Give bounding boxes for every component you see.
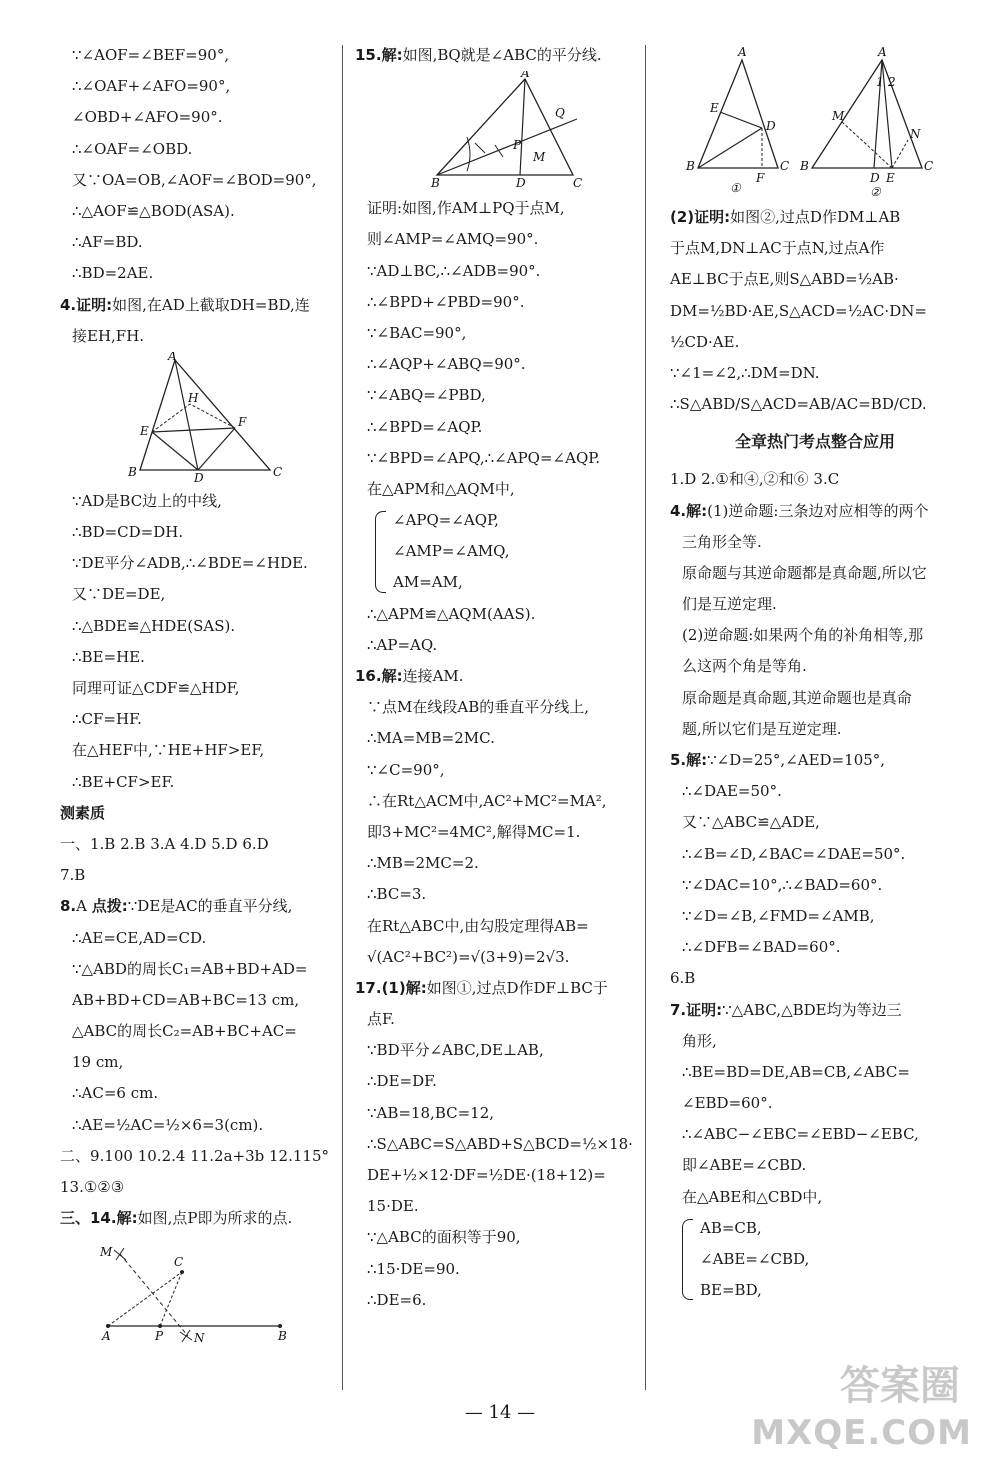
question-7: 7.证明:∵△ABC,△BDE均为等边三 (670, 1000, 902, 1019)
answer-line: 一、1.B 2.B 3.A 4.D 5.D 6.D (60, 834, 269, 853)
text-line: ∴∠DAE=50°. (682, 782, 782, 801)
question-5: 5.解:∵∠D=25°,∠AED=105°, (670, 751, 886, 769)
text-line: 证明:如图,作AM⊥PQ于点M, (367, 199, 565, 218)
text-line: ∵∠ABQ=∠PBD, (367, 386, 486, 405)
svg-text:F: F (756, 171, 765, 185)
text-line: DM=½BD·AE,S△ACD=½AC·DN= (670, 301, 927, 320)
svg-text:D: D (870, 171, 880, 185)
text-line: ∵∠AOF=∠BEF=90°, (72, 46, 230, 64)
text-line: BE=BD, (700, 1281, 762, 1300)
text-line: ∴△APM≌△AQM(AAS). (367, 604, 536, 623)
svg-text:A: A (521, 71, 530, 81)
text-line: ∴BE=BD=DE,AB=CB,∠ABC= (682, 1062, 910, 1081)
text-line: ∠OBD+∠AFO=90°. (72, 108, 223, 127)
text-line: ∴∠OAF+∠AFO=90°, (72, 77, 231, 96)
text-line: ∴BE=HE. (72, 647, 145, 666)
text-line: ∵AD⊥BC,∴∠ADB=90°. (367, 261, 541, 280)
text-line: 同理可证△CDF≌△HDF, (72, 679, 240, 697)
question-4: 4.证明:如图,在AD上截取DH=BD,连 (60, 295, 310, 314)
text-line: 在Rt△ABC中,由勾股定理得AB= (367, 916, 589, 935)
text-line: 角形, (682, 1031, 717, 1050)
text-line: 题,所以它们是互逆定理. (682, 719, 842, 738)
svg-text:A: A (738, 45, 747, 59)
text-line: ∴∠BPD=∠AQP. (367, 417, 483, 436)
text-line: ∴∠ABC−∠EBC=∠EBD−∠EBC, (682, 1125, 919, 1144)
column-3 (670, 40, 960, 1306)
svg-text:1: 1 (876, 75, 884, 89)
text-line: AE⊥BC于点E,则S△ABD=½AB· (670, 270, 899, 289)
question-4b: 4.解:(1)逆命题:三条边对应相等的两个 (670, 501, 929, 520)
svg-text:N: N (194, 1331, 205, 1345)
text-line: ∴CF=HF. (72, 710, 142, 729)
svg-text:P: P (155, 1329, 164, 1344)
watermark-logo: 答案圈 (840, 1363, 960, 1409)
answer-line: 二、9.100 10.2.4 11.2a+3b 12.115° (60, 1146, 329, 1165)
svg-text:P: P (513, 138, 522, 153)
svg-text:①: ① (730, 181, 741, 195)
equation-system (367, 505, 630, 599)
text-line: 15·DE. (367, 1197, 419, 1216)
text-line: ∴AF=BD. (72, 233, 143, 252)
svg-text:C: C (924, 159, 934, 173)
text-line: 原命题与其逆命题都是真命题,所以它 (682, 563, 927, 582)
text-line: 则∠AMP=∠AMQ=90°. (367, 230, 539, 249)
text-line: 在△ABE和△CBD中, (682, 1187, 823, 1206)
svg-text:2: 2 (888, 75, 896, 89)
text-line: 于点M,DN⊥AC于点N,过点A作 (670, 239, 885, 258)
text-line: △ABC的周长C₂=AB+BC+AC= (72, 1022, 297, 1041)
svg-text:A: A (168, 351, 177, 363)
text-line: ∴DE=DF. (367, 1072, 437, 1091)
text-line: ∴∠B=∠D,∠BAC=∠DAE=50°. (682, 844, 906, 863)
svg-text:②: ② (870, 185, 881, 198)
column-divider (342, 45, 343, 1390)
text-line: ∵∠D=∠B,∠FMD=∠AMB, (682, 906, 875, 925)
svg-text:A: A (102, 1329, 111, 1344)
text-line: ∵∠BPD=∠APQ,∴∠APQ=∠AQP. (367, 448, 601, 467)
svg-text:C: C (573, 176, 583, 190)
text-line: 么这两个角是等角. (682, 657, 807, 676)
svg-text:B: B (800, 159, 809, 173)
text-line: ∴△BDE≌△HDE(SAS). (72, 616, 236, 635)
svg-text:B: B (128, 464, 137, 479)
text-line: 即∠ABE=∠CBD. (682, 1156, 807, 1175)
text-line: ∴AP=AQ. (367, 635, 438, 654)
svg-text:F: F (238, 414, 247, 429)
text-line: 又∵DE=DE, (72, 585, 166, 604)
svg-text:Q: Q (555, 106, 565, 121)
question-17-2: (2)证明:如图②,过点D作DM⊥AB (670, 208, 901, 226)
text-line: 即3+MC²=4MC²,解得MC=1. (367, 822, 581, 841)
text-line: AB+BD+CD=AB+BC=13 cm, (72, 990, 300, 1009)
figure-1 (685, 45, 789, 195)
text-line: ∴∠OAF=∠OBD. (72, 139, 193, 158)
question-17: 17.(1)解:如图①,过点D作DF⊥BC于 (355, 978, 608, 997)
construction-figure-q14 (60, 1234, 330, 1344)
text-line: ∵点M在线段AB的垂直平分线上, (367, 698, 589, 717)
svg-text:E: E (886, 171, 895, 185)
text-line: ∠APQ=∠AQP, (393, 511, 499, 530)
svg-text:A: A (878, 45, 887, 59)
text-line: ½CD·AE. (670, 332, 740, 351)
svg-text:B: B (686, 159, 695, 173)
question-8: 8.A 点拨:∵DE是AC的垂直平分线, (60, 897, 293, 916)
svg-text:N: N (910, 127, 921, 141)
text-line: ∴△AOF≌△BOD(ASA). (72, 201, 235, 220)
svg-text:B: B (431, 176, 440, 190)
text-line: ∠ABE=∠CBD, (700, 1250, 810, 1268)
text-line: 19 cm, (72, 1053, 124, 1072)
text-line: 三角形全等. (682, 532, 762, 551)
text-line: AM=AM, (393, 573, 463, 592)
text-line: ∴BE+CF>EF. (72, 772, 175, 791)
svg-text:D: D (766, 119, 776, 133)
svg-text:H: H (188, 390, 199, 405)
text-line: 们是互逆定理. (682, 595, 777, 614)
text-line: 又∵OA=OB,∠AOF=∠BOD=90°, (72, 170, 317, 189)
text-line: ∴15·DE=90. (367, 1259, 460, 1278)
column-2 (355, 40, 633, 1316)
svg-text:E: E (140, 423, 149, 438)
svg-text:C: C (174, 1255, 184, 1270)
svg-text:D: D (516, 176, 526, 190)
answer-line: 1.D 2.①和④,②和⑥ 3.C (670, 470, 840, 489)
text-line: (2)逆命题:如果两个角的补角相等,那 (682, 626, 924, 645)
text-line: ∴∠DFB=∠BAD=60°. (682, 938, 841, 957)
svg-text:D: D (194, 470, 204, 482)
text-line: ∴∠BPD+∠PBD=90°. (367, 292, 525, 311)
text-line: ∴DE=6. (367, 1290, 427, 1309)
column-1 (60, 40, 330, 1348)
watermark-url: MXQE.COM (751, 1413, 972, 1453)
text-line: ∴AE=CE,AD=CD. (72, 928, 207, 947)
triangle-figures-q17 (670, 40, 960, 198)
svg-text:M: M (100, 1245, 113, 1260)
figure-2 (799, 45, 933, 198)
text-line: ∴S△ABC=S△ABD+S△BCD=½×18· (367, 1134, 633, 1153)
answer-line: 13.①②③ (60, 1178, 125, 1196)
text-line: ∵∠C=90°, (367, 760, 445, 779)
svg-text:C: C (780, 159, 790, 173)
triangle-figure-q4 (60, 352, 330, 482)
text-line: ∴AC=6 cm. (72, 1084, 159, 1103)
text-line: 原命题是真命题,其逆命题也是真命 (682, 688, 912, 707)
triangle-figure-q15 (355, 71, 630, 189)
text-line: ∠AMP=∠AMQ, (393, 542, 510, 561)
svg-text:M: M (533, 150, 546, 165)
text-line: ∵AD是BC边上的中线, (72, 491, 222, 510)
text-line: ∴在Rt△ACM中,AC²+MC²=MA², (367, 791, 607, 810)
text-line: 接EH,FH. (72, 326, 145, 345)
text-line: ∴MB=2MC=2. (367, 854, 479, 873)
question-15: 15.解:如图,BQ就是∠ABC的平分线. (355, 46, 602, 64)
text-line: ∴AE=½AC=½×6=3(cm). (72, 1115, 264, 1134)
svg-text:B: B (278, 1329, 287, 1344)
text-line: ∴BD=CD=DH. (72, 523, 184, 542)
text-line: ∵△ABC的面积等于90, (367, 1228, 521, 1247)
text-line: ∵∠BAC=90°, (367, 323, 467, 342)
text-line: ∵△ABD的周长C₁=AB+BD+AD= (72, 959, 308, 978)
svg-text:C: C (273, 464, 283, 479)
text-line: ∴BD=2AE. (72, 264, 154, 283)
question-16: 16.解:连接AM. (355, 667, 464, 685)
text-line: ∴MA=MB=2MC. (367, 729, 495, 748)
text-line: ∠EBD=60°. (682, 1094, 773, 1113)
section-heading: 测素质 (60, 803, 106, 822)
page-number: — 14 — (464, 1402, 536, 1423)
svg-text:E: E (710, 101, 719, 115)
text-line: 又∵△ABC≌△ADE, (682, 813, 820, 832)
text-line: ∴S△ABD/S△ACD=AB/AC=BD/CD. (670, 395, 927, 414)
answer-line: 7.B (60, 866, 86, 885)
text-line: 在△APM和△AQM中, (367, 479, 515, 498)
text-line: AB=CB, (700, 1218, 762, 1237)
svg-text:M: M (832, 109, 845, 123)
column-divider (645, 45, 646, 1390)
text-line: √(AC²+BC²)=√(3+9)=2√3. (367, 947, 570, 966)
text-line: ∵∠DAC=10°,∴∠BAD=60°. (682, 875, 883, 894)
answer-line: 6.B (670, 969, 696, 988)
question-14: 三、14.解:如图,点P即为所求的点. (60, 1209, 293, 1228)
text-line: 点F. (367, 1010, 395, 1029)
text-line: ∴∠AQP+∠ABQ=90°. (367, 355, 526, 374)
text-line: ∵DE平分∠ADB,∴∠BDE=∠HDE. (72, 554, 308, 573)
section-title: 全章热门考点整合应用 (734, 432, 895, 452)
text-line: ∵AB=18,BC=12, (367, 1103, 495, 1122)
text-line: ∵BD平分∠ABC,DE⊥AB, (367, 1041, 544, 1060)
text-line: ∴BC=3. (367, 885, 427, 904)
text-line: ∵∠1=∠2,∴DM=DN. (670, 363, 820, 382)
text-line: DE+½×12·DF=½DE·(18+12)= (367, 1166, 606, 1184)
equation-system (674, 1213, 960, 1307)
text-line: 在△HEF中,∵HE+HF>EF, (72, 741, 265, 760)
